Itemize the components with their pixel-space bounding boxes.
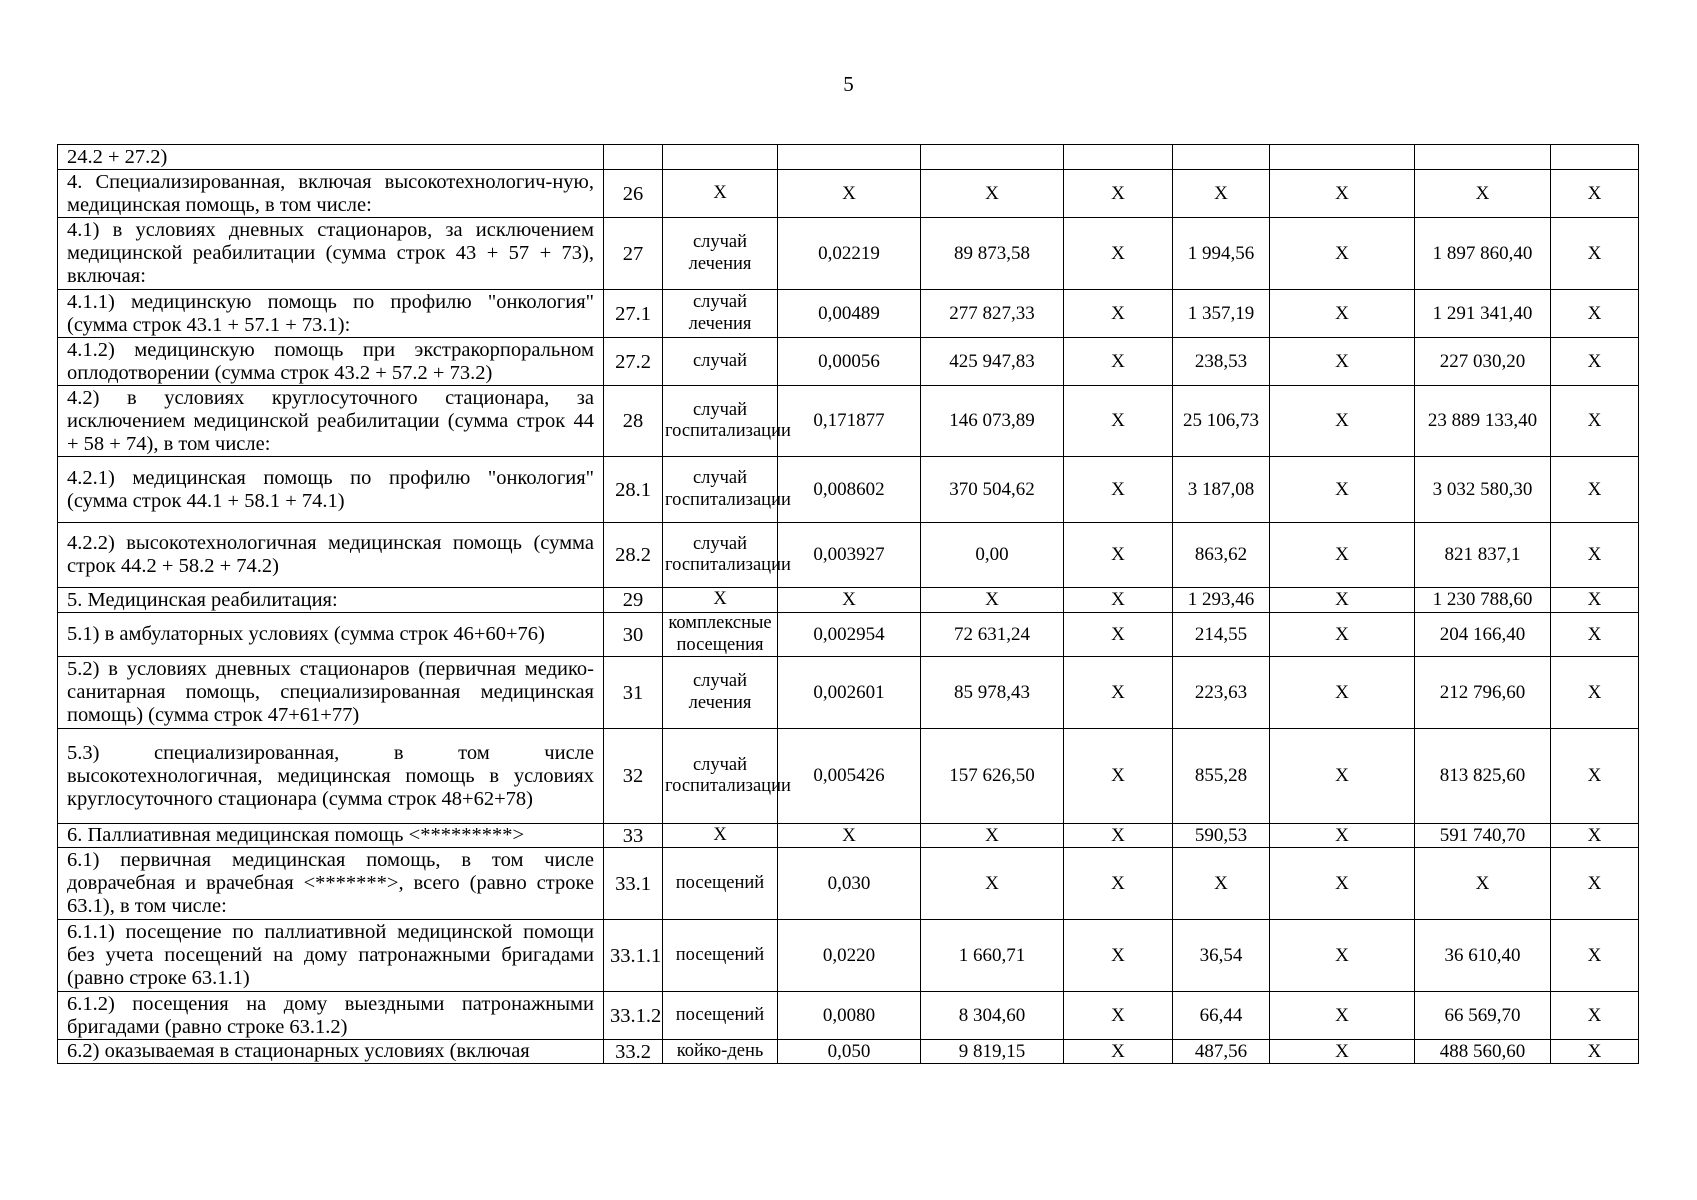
oms-total-cell: 227 030,20 xyxy=(1415,338,1551,386)
share-cell: Х xyxy=(1551,386,1639,457)
oms-per-capita-cell: 25 106,73 xyxy=(1173,386,1270,457)
row-description: 4.1.2) медицинскую помощь при экстракорпоральном оплодотворении (сумма строк 43.2 + 57.2 + 73.2) xyxy=(58,338,604,386)
budget-per-capita-cell xyxy=(1064,145,1173,170)
budget-per-capita-cell: Х xyxy=(1064,920,1173,992)
oms-per-capita-cell: 1 293,46 xyxy=(1173,588,1270,613)
budget-per-capita-cell: Х xyxy=(1064,386,1173,457)
volume-norm-cell: 0,030 xyxy=(778,848,921,920)
budget-total-cell: Х xyxy=(1270,386,1415,457)
page-number: 5 xyxy=(843,72,854,96)
oms-per-capita-cell: 487,56 xyxy=(1173,1040,1270,1064)
budget-per-capita-cell: Х xyxy=(1064,523,1173,588)
oms-per-capita-cell: 3 187,08 xyxy=(1173,457,1270,523)
cost-norm-cell: 89 873,58 xyxy=(921,218,1064,290)
share-cell: Х xyxy=(1551,523,1639,588)
volume-norm-cell: 0,008602 xyxy=(778,457,921,523)
oms-total-cell: 821 837,1 xyxy=(1415,523,1551,588)
row-description: 6.1.1) посещение по паллиативной медицинской помощи без учета посещений на дому патронажными бригадами (равно строке 63.1.1) xyxy=(58,920,604,992)
row-number: 27.2 xyxy=(604,338,663,386)
volume-norm-cell: 0,005426 xyxy=(778,729,921,824)
budget-per-capita-cell: Х xyxy=(1064,218,1173,290)
row-description: 4.2.1) медицинская помощь по профилю "онкология" (сумма строк 44.1 + 58.1 + 74.1) xyxy=(58,457,604,523)
unit-of-measure: случай xyxy=(663,338,778,386)
volume-norm-cell: 0,02219 xyxy=(778,218,921,290)
budget-per-capita-cell: Х xyxy=(1064,992,1173,1040)
budget-total-cell: Х xyxy=(1270,824,1415,848)
oms-total-cell: 1 230 788,60 xyxy=(1415,588,1551,613)
row-number: 27 xyxy=(604,218,663,290)
share-cell xyxy=(1551,145,1639,170)
budget-total-cell: Х xyxy=(1270,992,1415,1040)
volume-norm-cell: 0,171877 xyxy=(778,386,921,457)
unit-of-measure: Х xyxy=(663,824,778,848)
table-row xyxy=(58,386,1639,457)
table-row xyxy=(58,145,1639,170)
volume-norm-cell: 0,002954 xyxy=(778,613,921,657)
table-row xyxy=(58,613,1639,657)
oms-total-cell: 591 740,70 xyxy=(1415,824,1551,848)
row-description: 5.2) в условиях дневных стационаров (первичная медико-санитарная помощь, специализированная медицинская помощь) (сумма строк 47+61+77) xyxy=(58,657,604,729)
row-description: 6. Паллиативная медицинская помощь <*********> xyxy=(58,824,604,848)
oms-total-cell xyxy=(1415,145,1551,170)
oms-total-cell: 1 897 860,40 xyxy=(1415,218,1551,290)
budget-per-capita-cell: Х xyxy=(1064,613,1173,657)
oms-per-capita-cell: 1 357,19 xyxy=(1173,290,1270,338)
table-body xyxy=(58,145,1639,1064)
budget-total-cell: Х xyxy=(1270,523,1415,588)
cost-norm-cell: Х xyxy=(921,588,1064,613)
cost-norm-cell: 0,00 xyxy=(921,523,1064,588)
oms-total-cell: 1 291 341,40 xyxy=(1415,290,1551,338)
cost-norm-cell: 425 947,83 xyxy=(921,338,1064,386)
share-cell: Х xyxy=(1551,824,1639,848)
oms-per-capita-cell: 590,53 xyxy=(1173,824,1270,848)
oms-total-cell: 488 560,60 xyxy=(1415,1040,1551,1064)
share-cell: Х xyxy=(1551,848,1639,920)
share-cell: Х xyxy=(1551,613,1639,657)
oms-total-cell: 212 796,60 xyxy=(1415,657,1551,729)
budget-total-cell: Х xyxy=(1270,457,1415,523)
unit-of-measure: случай госпитализации xyxy=(663,523,778,588)
oms-per-capita-cell: Х xyxy=(1173,170,1270,218)
volume-norm-cell: 0,050 xyxy=(778,1040,921,1064)
budget-total-cell: Х xyxy=(1270,657,1415,729)
share-cell: Х xyxy=(1551,920,1639,992)
volume-norm-cell: 0,0080 xyxy=(778,992,921,1040)
budget-total-cell: Х xyxy=(1270,588,1415,613)
unit-of-measure: случай госпитализации xyxy=(663,386,778,457)
oms-per-capita-cell: 855,28 xyxy=(1173,729,1270,824)
row-description: 5.1) в амбулаторных условиях (сумма строк 46+60+76) xyxy=(58,613,604,657)
row-description: 4. Специализированная, включая высокотехнологич-ную, медицинская помощь, в том числе: xyxy=(58,170,604,218)
share-cell: Х xyxy=(1551,218,1639,290)
budget-total-cell: Х xyxy=(1270,613,1415,657)
budget-per-capita-cell: Х xyxy=(1064,457,1173,523)
oms-total-cell: 3 032 580,30 xyxy=(1415,457,1551,523)
row-number: 28.1 xyxy=(604,457,663,523)
volume-norm-cell: 0,003927 xyxy=(778,523,921,588)
share-cell: Х xyxy=(1551,290,1639,338)
budget-total-cell: Х xyxy=(1270,170,1415,218)
budget-per-capita-cell: Х xyxy=(1064,588,1173,613)
row-description: 4.2) в условиях круглосуточного стационара, за исключением медицинской реабилитации (сумма строк 44 + 58 + 74), в том числе: xyxy=(58,386,604,457)
row-description: 6.1.2) посещения на дому выездными патронажными бригадами (равно строке 63.1.2) xyxy=(58,992,604,1040)
row-number: 33 xyxy=(604,824,663,848)
row-number: 29 xyxy=(604,588,663,613)
table-row xyxy=(58,848,1639,920)
budget-per-capita-cell: Х xyxy=(1064,338,1173,386)
share-cell: Х xyxy=(1551,992,1639,1040)
cost-norm-cell: Х xyxy=(921,170,1064,218)
oms-per-capita-cell: 238,53 xyxy=(1173,338,1270,386)
unit-of-measure: посещений xyxy=(663,848,778,920)
table-row xyxy=(58,729,1639,824)
volume-norm-cell: Х xyxy=(778,588,921,613)
unit-of-measure: койко-день xyxy=(663,1040,778,1064)
oms-per-capita-cell: 214,55 xyxy=(1173,613,1270,657)
cost-norm-cell: 370 504,62 xyxy=(921,457,1064,523)
row-description: 24.2 + 27.2) xyxy=(58,145,604,170)
oms-total-cell: 23 889 133,40 xyxy=(1415,386,1551,457)
unit-of-measure xyxy=(663,145,778,170)
oms-total-cell: Х xyxy=(1415,170,1551,218)
row-description: 6.1) первичная медицинская помощь, в том числе доврачебная и врачебная <*******>, всего (равно строке 63.1), в том числе: xyxy=(58,848,604,920)
row-description: 5. Медицинская реабилитация: xyxy=(58,588,604,613)
share-cell: Х xyxy=(1551,588,1639,613)
row-number xyxy=(604,145,663,170)
oms-total-cell: 66 569,70 xyxy=(1415,992,1551,1040)
share-cell: Х xyxy=(1551,729,1639,824)
volume-norm-cell: 0,00489 xyxy=(778,290,921,338)
budget-total-cell: Х xyxy=(1270,338,1415,386)
oms-per-capita-cell: 66,44 xyxy=(1173,992,1270,1040)
table-row xyxy=(58,523,1639,588)
budget-per-capita-cell: Х xyxy=(1064,1040,1173,1064)
table-row xyxy=(58,457,1639,523)
volume-norm-cell xyxy=(778,145,921,170)
row-number: 33.1.2 xyxy=(604,992,663,1040)
oms-per-capita-cell: 863,62 xyxy=(1173,523,1270,588)
cost-norm-cell: 9 819,15 xyxy=(921,1040,1064,1064)
volume-norm-cell: Х xyxy=(778,170,921,218)
row-description: 6.2) оказываемая в стационарных условиях (включая xyxy=(58,1040,604,1064)
budget-total-cell: Х xyxy=(1270,729,1415,824)
cost-norm-cell: 146 073,89 xyxy=(921,386,1064,457)
row-number: 32 xyxy=(604,729,663,824)
row-description: 4.2.2) высокотехнологичная медицинская помощь (сумма строк 44.2 + 58.2 + 74.2) xyxy=(58,523,604,588)
budget-per-capita-cell: Х xyxy=(1064,729,1173,824)
row-number: 33.2 xyxy=(604,1040,663,1064)
unit-of-measure: случай госпитализации xyxy=(663,457,778,523)
unit-of-measure: случай лечения xyxy=(663,218,778,290)
table-row xyxy=(58,920,1639,992)
budget-total-cell: Х xyxy=(1270,290,1415,338)
budget-per-capita-cell: Х xyxy=(1064,848,1173,920)
budget-total-cell: Х xyxy=(1270,848,1415,920)
share-cell: Х xyxy=(1551,338,1639,386)
oms-per-capita-cell: 36,54 xyxy=(1173,920,1270,992)
share-cell: Х xyxy=(1551,657,1639,729)
unit-of-measure: случай госпитализации xyxy=(663,729,778,824)
table-row xyxy=(58,992,1639,1040)
row-number: 26 xyxy=(604,170,663,218)
unit-of-measure: Х xyxy=(663,588,778,613)
cost-norm-cell: 277 827,33 xyxy=(921,290,1064,338)
oms-total-cell: 813 825,60 xyxy=(1415,729,1551,824)
oms-per-capita-cell xyxy=(1173,145,1270,170)
cost-norm-cell: Х xyxy=(921,824,1064,848)
cost-norm-cell: 157 626,50 xyxy=(921,729,1064,824)
row-number: 33.1 xyxy=(604,848,663,920)
budget-per-capita-cell: Х xyxy=(1064,290,1173,338)
oms-per-capita-cell: Х xyxy=(1173,848,1270,920)
volume-norm-cell: 0,0220 xyxy=(778,920,921,992)
cost-norm-cell: 85 978,43 xyxy=(921,657,1064,729)
row-number: 28.2 xyxy=(604,523,663,588)
oms-per-capita-cell: 223,63 xyxy=(1173,657,1270,729)
table-row xyxy=(58,824,1639,848)
budget-total-cell: Х xyxy=(1270,218,1415,290)
share-cell: Х xyxy=(1551,457,1639,523)
volume-norm-cell: 0,00056 xyxy=(778,338,921,386)
budget-per-capita-cell: Х xyxy=(1064,170,1173,218)
row-number: 33.1.1 xyxy=(604,920,663,992)
table-row xyxy=(58,290,1639,338)
table-row xyxy=(58,218,1639,290)
budget-per-capita-cell: Х xyxy=(1064,824,1173,848)
unit-of-measure: случай лечения xyxy=(663,290,778,338)
budget-total-cell: Х xyxy=(1270,1040,1415,1064)
row-description: 4.1) в условиях дневных стационаров, за исключением медицинской реабилитации (сумма строк 43 + 57 + 73), включая: xyxy=(58,218,604,290)
row-number: 30 xyxy=(604,613,663,657)
oms-total-cell: 204 166,40 xyxy=(1415,613,1551,657)
cost-norm-cell: 72 631,24 xyxy=(921,613,1064,657)
share-cell: Х xyxy=(1551,1040,1639,1064)
row-description: 5.3) специализированная, в том числе высокотехнологичная, медицинская помощь в условиях круглосуточного стационара (сумма строк 48+62+78) xyxy=(58,729,604,824)
budget-per-capita-cell: Х xyxy=(1064,657,1173,729)
row-number: 28 xyxy=(604,386,663,457)
unit-of-measure: Х xyxy=(663,170,778,218)
program-indicators-table xyxy=(57,144,1639,1064)
budget-total-cell: Х xyxy=(1270,920,1415,992)
oms-per-capita-cell: 1 994,56 xyxy=(1173,218,1270,290)
unit-of-measure: посещений xyxy=(663,992,778,1040)
unit-of-measure: посещений xyxy=(663,920,778,992)
cost-norm-cell: 1 660,71 xyxy=(921,920,1064,992)
table-row xyxy=(58,170,1639,218)
row-number: 27.1 xyxy=(604,290,663,338)
oms-total-cell: 36 610,40 xyxy=(1415,920,1551,992)
unit-of-measure: случай лечения xyxy=(663,657,778,729)
volume-norm-cell: 0,002601 xyxy=(778,657,921,729)
volume-norm-cell: Х xyxy=(778,824,921,848)
cost-norm-cell: Х xyxy=(921,848,1064,920)
row-description: 4.1.1) медицинскую помощь по профилю "онкология" (сумма строк 43.1 + 57.1 + 73.1): xyxy=(58,290,604,338)
oms-total-cell: Х xyxy=(1415,848,1551,920)
cost-norm-cell xyxy=(921,145,1064,170)
table-row xyxy=(58,338,1639,386)
share-cell: Х xyxy=(1551,170,1639,218)
table-row xyxy=(58,1040,1639,1064)
table-row xyxy=(58,657,1639,729)
cost-norm-cell: 8 304,60 xyxy=(921,992,1064,1040)
row-number: 31 xyxy=(604,657,663,729)
table-row xyxy=(58,588,1639,613)
unit-of-measure: комплексные посещения xyxy=(663,613,778,657)
budget-total-cell xyxy=(1270,145,1415,170)
